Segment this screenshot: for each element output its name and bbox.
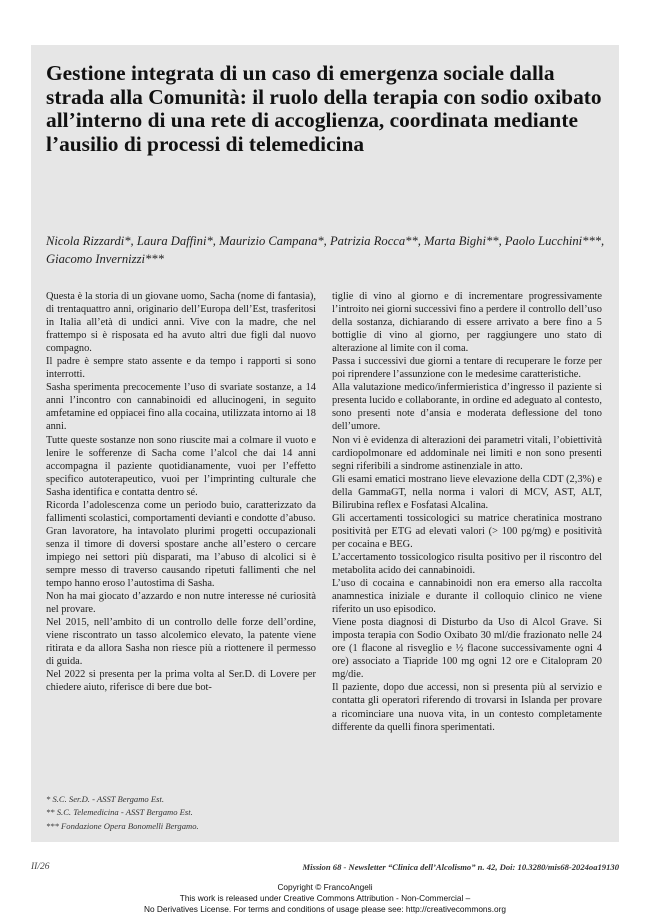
paragraph: Questa è la storia di un giovane uomo, Sacha (nome di fantasia), di trentaquattro anni, originario dell’Europa dell’Est, trasferitosi in Italia all’età di undici anni. Vive con la madre, che nel frattempo si è risposata ed ha avuto altri due figli dal nuovo compagno.	[46, 291, 316, 355]
paragraph: Nel 2022 si presenta per la prima volta al Ser.D. di Lovere per chiedere aiuto, riferisce di bere due bot-	[46, 669, 316, 694]
paragraph: Viene posta diagnosi di Disturbo da Uso di Alcol Grave. Si imposta terapia con Sodio Oxibato 30 ml/die frazionato nelle 24 ore (1 flacone al risveglio e ½ flacone successivamente ogni 4 ore) associato a Tiapride 100 mg ogni 12 ore e Citalopram 20 mg/die.	[332, 617, 602, 681]
paragraph: Non vi è evidenza di alterazioni dei parametri vitali, l’obiettività cardiopolmonare ed addominale nei limiti e non sono presenti segni riferibili a sindrome astinenziale in atto.	[332, 434, 602, 472]
copyright-line: Copyright © FrancoAngeli	[277, 882, 373, 892]
body-column-left	[46, 290, 316, 694]
footnote: ** S.C. Telemedicina - ASST Bergamo Est.	[46, 807, 193, 818]
journal-citation: Mission 68 - Newsletter “Clinica dell’Alcolismo” n. 42, Doi: 10.3280/mis68-2024oa19130	[302, 862, 619, 872]
article-authors: Nicola Rizzardi*, Laura Daffini*, Maurizio Campana*, Patrizia Rocca**, Marta Bighi**, Paolo Lucchini***, Giacomo Invernizzi***	[46, 234, 605, 266]
footnote: * S.C. Ser.D. - ASST Bergamo Est.	[46, 794, 165, 804]
license-line: This work is released under Creative Commons Attribution - Non-Commercial –	[179, 893, 471, 904]
license-line: No Derivatives License. For terms and conditions of usage please see: http://creativecommons.org	[143, 904, 506, 915]
paragraph: Nel 2015, nell’ambito di un controllo delle forze dell’ordine, viene riscontrato un tasso alcolemico elevato, la patente viene ritirata e da allora Sasha non riesce più a riottenere il permesso di guida.	[46, 617, 316, 668]
paragraph: tiglie di vino al giorno e di incrementare progressivamente l’introito nei giorni successivi fino a perdere il controllo dell’uso della sostanza, dichiarando di essere arrivato a bere fino a 5 bottiglie di vino al giorno, per raggiungere uno stato di alterazione al limite con il coma.	[332, 291, 602, 355]
paragraph: Il paziente, dopo due accessi, non si presenta più al servizio e contatta gli operatori riferendo di trovarsi in Islanda per provare a ricominciare una nuova vita, in un contesto completamente differente da quelli finora sperimentati.	[332, 682, 602, 733]
paragraph: Passa i successivi due giorni a tentare di recuperare le forze per poi riprendere l’assunzione con le medesime caratteristiche.	[332, 356, 602, 381]
paragraph: Alla valutazione medico/infermieristica d’ingresso il paziente si presenta lucido e collaborante, in ordine ed adeguato al contesto, sono presenti note d’ansia e moderata deflessione del tono dell’umore.	[332, 382, 602, 433]
footnote: *** Fondazione Opera Bonomelli Bergamo.	[46, 820, 199, 831]
paragraph: Gli accertamenti tossicologici su matrice cheratinica mostrano positività per ETG ad elevati valori (> 100 pg/mg) e positività per cocaina e BEG.	[332, 512, 602, 550]
body-column-right	[332, 290, 602, 734]
page-number: II/26	[31, 862, 50, 872]
article-title: Gestione integrata di un caso di emergenza sociale dalla strada alla Comunità: il ruolo della terapia con sodio oxibato all’interno di una rete di accoglienza, coordinata mediante l’ausilio di processi di telemedicina	[46, 61, 602, 156]
paragraph: Gli esami ematici mostrano lieve elevazione della CDT (2,3%) e della GammaGT, nella norma i valori di MCV, AST, ALT, Bilirubina reflex e Fosfatasi Alcalina.	[332, 473, 602, 511]
copyright-notice	[0, 882, 650, 916]
paragraph: Il padre è sempre stato assente e da tempo i rapporti si sono interrotti.	[46, 356, 316, 381]
paragraph: L’accertamento tossicologico risulta positivo per il riscontro del metabolita acido dei cannabinoidi.	[332, 551, 602, 576]
footnotes	[46, 793, 316, 833]
paragraph: Gran lavoratore, ha intavolato plurimi progetti occupazionali senza il timore di doversi spostare anche all’estero o cercare impiego nei settori più disparati, ma l’abuso di alcolici si è sempre messo di traverso causando ripetuti fallimenti che nel tempo hanno eroso l’autostima di Sasha.	[46, 525, 316, 590]
paragraph: Sasha sperimenta precocemente l’uso di svariate sostanze, a 14 anni l’incontro con cannabinoidi ed allucinogeni, in seguito amfetamine ed oppiacei fino alla cocaina, utilizzata intorno ai 18 anni.	[46, 382, 316, 433]
paragraph: Non ha mai giocato d’azzardo e non nutre interesse né curiosità nel provare.	[46, 591, 316, 616]
paragraph: Tutte queste sostanze non sono riuscite mai a colmare il vuoto e lenire le sofferenze di Sacha come l’alcol che dai 14 anni accompagna il paziente quotidianamente, vuoi per l’effetto specifico autoterapeutico, vuoi per l’imprinting culturale che Sasha identifica e contatta dentro sé.	[46, 434, 316, 498]
paragraph: Ricorda l’adolescenza come un periodo buio, caratterizzato da fallimenti scolastici, comportamenti devianti e condotte d’abuso.	[46, 499, 316, 524]
paragraph: L’uso di cocaina e cannabinoidi non era emerso alla raccolta anamnestica iniziale e durante il colloquio clinico ne viene riferito un uso episodico.	[332, 578, 602, 616]
